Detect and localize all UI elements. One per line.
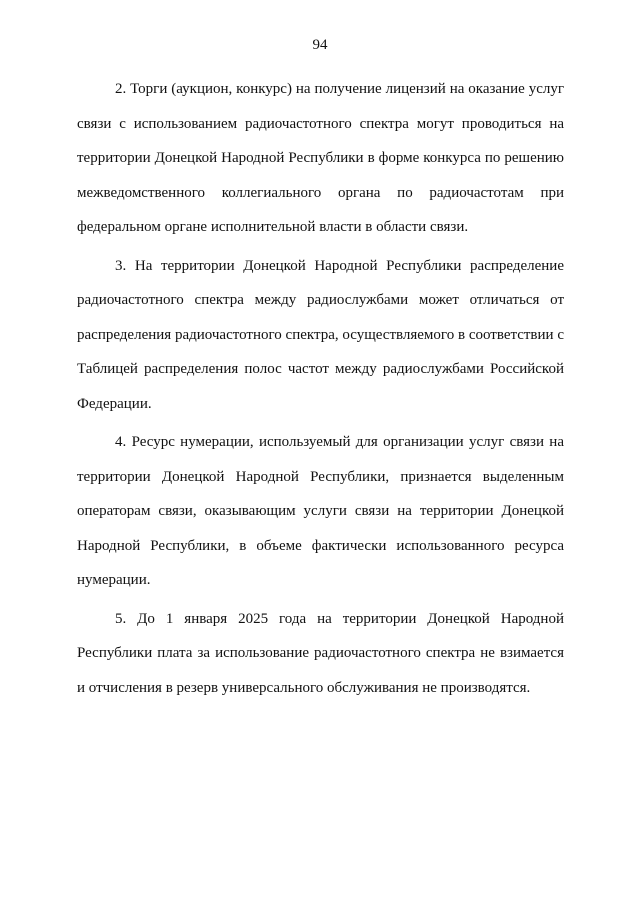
page-number: 94 <box>312 37 328 53</box>
paragraph-3: 3. На территории Донецкой Народной Республики распределение радиочастотного спектра между радиослужбами может отличаться от распределения радиочастотного спектра, осуществляемого в соответствии с Таблицей распределения полос частот между радиослужбами Российской Федерации. <box>77 257 564 412</box>
paragraph-5: 5. До 1 января 2025 года на территории Донецкой Народной Республики плата за использование радиочастотного спектра не взимается и отчисления в резерв универсального обслуживания не производятся. <box>77 610 564 696</box>
paragraph-4: 4. Ресурс нумерации, используемый для организации услуг связи на территории Донецкой Народной Республики, признается выделенным операторам связи, оказывающим услуги связи на территории Донецкой Народной Республики, в объеме фактически использованного ресурса нумерации. <box>77 434 564 588</box>
paragraph-2: 2. Торги (аукцион, конкурс) на получение лицензий на оказание услуг связи с использованием радиочастотного спектра могут проводиться на территории Донецкой Народной Республики в форме конкурса по решению межведомственного коллегиального органа по радиочастотам при федеральном органе исполнительной власти в области связи. <box>77 81 564 235</box>
document-body <box>77 72 564 709</box>
